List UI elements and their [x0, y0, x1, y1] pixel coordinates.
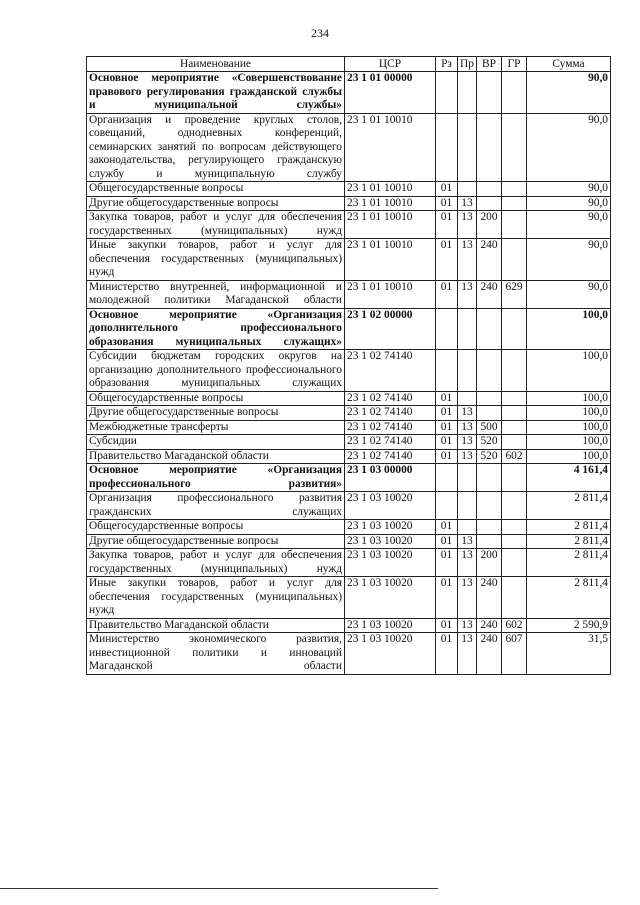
cell-sum: 100,0 [527, 391, 611, 406]
cell-gr [502, 308, 527, 350]
cell-csr: 23 1 01 10010 [345, 211, 436, 239]
cell-pr: 13 [458, 435, 477, 450]
cell-name: Межбюджетные трансферты [87, 420, 345, 435]
cell-sum: 2 811,4 [527, 534, 611, 549]
cell-gr [502, 350, 527, 392]
cell-rz [436, 350, 458, 392]
cell-name: Общегосударственные вопросы [87, 391, 345, 406]
table-row [87, 211, 611, 239]
cell-gr [502, 182, 527, 197]
cell-vr: 520 [477, 449, 502, 464]
cell-vr [477, 464, 502, 492]
table-row [87, 618, 611, 633]
cell-csr: 23 1 01 00000 [345, 72, 436, 114]
cell-gr [502, 577, 527, 619]
cell-rz: 01 [436, 549, 458, 577]
table-row [87, 196, 611, 211]
cell-pr [458, 520, 477, 535]
table-row [87, 280, 611, 308]
cell-pr [458, 113, 477, 182]
cell-gr [502, 211, 527, 239]
table-row [87, 633, 611, 675]
cell-name: Министерство внутренней, информационной и молодежной политики Магаданской области [87, 280, 345, 308]
cell-vr: 200 [477, 549, 502, 577]
cell-sum: 100,0 [527, 449, 611, 464]
table-row [87, 534, 611, 549]
cell-pr [458, 182, 477, 197]
cell-sum: 90,0 [527, 113, 611, 182]
cell-csr: 23 1 03 10020 [345, 520, 436, 535]
cell-csr: 23 1 03 00000 [345, 464, 436, 492]
cell-name: Иные закупки товаров, работ и услуг для обеспечения государственных (муниципальных) нужд [87, 577, 345, 619]
cell-sum: 90,0 [527, 196, 611, 211]
cell-vr [477, 72, 502, 114]
cell-csr: 23 1 02 74140 [345, 435, 436, 450]
cell-gr [502, 196, 527, 211]
cell-vr: 240 [477, 280, 502, 308]
cell-name: Закупка товаров, работ и услуг для обеспечения государственных (муниципальных) нужд [87, 549, 345, 577]
table-row [87, 308, 611, 350]
cell-pr [458, 72, 477, 114]
cell-vr [477, 196, 502, 211]
cell-gr [502, 464, 527, 492]
cell-pr: 13 [458, 420, 477, 435]
cell-pr: 13 [458, 534, 477, 549]
cell-pr [458, 492, 477, 520]
cell-csr: 23 1 02 74140 [345, 420, 436, 435]
cell-sum: 100,0 [527, 435, 611, 450]
cell-gr [502, 420, 527, 435]
cell-sum: 90,0 [527, 182, 611, 197]
header-name: Наименование [87, 57, 345, 72]
table-row [87, 391, 611, 406]
cell-csr: 23 1 01 10010 [345, 280, 436, 308]
cell-vr: 240 [477, 633, 502, 675]
cell-name: Субсидии бюджетам городских округов на организацию дополнительного профессионального образования муниципальных служащих [87, 350, 345, 392]
cell-vr: 240 [477, 618, 502, 633]
cell-vr: 240 [477, 577, 502, 619]
cell-name: Организация профессионального развития гражданских служащих [87, 492, 345, 520]
cell-csr: 23 1 01 10010 [345, 239, 436, 281]
cell-rz [436, 492, 458, 520]
cell-csr: 23 1 02 74140 [345, 449, 436, 464]
cell-rz: 01 [436, 577, 458, 619]
cell-gr [502, 239, 527, 281]
cell-name: Другие общегосударственные вопросы [87, 406, 345, 421]
cell-name: Основное мероприятие «Организация дополнительного профессионального образования муниципальных служащих» [87, 308, 345, 350]
cell-sum: 2 590,9 [527, 618, 611, 633]
header-rz: Рз [436, 57, 458, 72]
cell-vr [477, 113, 502, 182]
cell-pr: 13 [458, 549, 477, 577]
cell-csr: 23 1 02 74140 [345, 350, 436, 392]
cell-vr: 200 [477, 211, 502, 239]
cell-csr: 23 1 03 10020 [345, 549, 436, 577]
cell-gr [502, 113, 527, 182]
budget-table [86, 56, 611, 675]
cell-pr [458, 350, 477, 392]
cell-vr: 520 [477, 435, 502, 450]
cell-sum: 100,0 [527, 420, 611, 435]
header-sum: Сумма [527, 57, 611, 72]
cell-csr: 23 1 03 10020 [345, 618, 436, 633]
cell-name: Основное мероприятие «Совершенствование правового регулирования гражданской службы и муниципальной службы» [87, 72, 345, 114]
cell-name: Другие общегосударственные вопросы [87, 534, 345, 549]
cell-rz: 01 [436, 633, 458, 675]
table-row [87, 577, 611, 619]
cell-sum: 90,0 [527, 72, 611, 114]
cell-name: Правительство Магаданской области [87, 618, 345, 633]
table-header-row [87, 57, 611, 72]
table-row [87, 520, 611, 535]
header-pr: Пр [458, 57, 477, 72]
table-row [87, 449, 611, 464]
cell-pr: 13 [458, 618, 477, 633]
table-row [87, 464, 611, 492]
cell-rz [436, 464, 458, 492]
cell-rz: 01 [436, 182, 458, 197]
cell-rz: 01 [436, 435, 458, 450]
table-row [87, 435, 611, 450]
cell-sum: 2 811,4 [527, 520, 611, 535]
cell-vr [477, 492, 502, 520]
cell-vr: 500 [477, 420, 502, 435]
table-row [87, 549, 611, 577]
cell-rz: 01 [436, 449, 458, 464]
cell-pr: 13 [458, 239, 477, 281]
cell-pr: 13 [458, 406, 477, 421]
cell-vr [477, 391, 502, 406]
table-row [87, 182, 611, 197]
cell-vr [477, 350, 502, 392]
cell-gr [502, 391, 527, 406]
cell-csr: 23 1 01 10010 [345, 113, 436, 182]
cell-name: Организация и проведение круглых столов, совещаний, однодневных конференций, семинарских занятий по вопросам действующего законодательства, регулирующего гражданскую службу и муниципальную службу [87, 113, 345, 182]
cell-pr: 13 [458, 211, 477, 239]
cell-csr: 23 1 03 10020 [345, 633, 436, 675]
bottom-rule [0, 888, 438, 889]
cell-pr [458, 391, 477, 406]
cell-pr: 13 [458, 449, 477, 464]
cell-csr: 23 1 03 10020 [345, 534, 436, 549]
cell-sum: 4 161,4 [527, 464, 611, 492]
cell-gr [502, 492, 527, 520]
table-row [87, 350, 611, 392]
cell-rz: 01 [436, 618, 458, 633]
cell-sum: 31,5 [527, 633, 611, 675]
cell-gr [502, 72, 527, 114]
header-vr: ВР [477, 57, 502, 72]
cell-name: Министерство экономического развития, инвестиционной политики и инноваций Магаданской области [87, 633, 345, 675]
cell-pr: 13 [458, 280, 477, 308]
cell-csr: 23 1 01 10010 [345, 196, 436, 211]
cell-rz [436, 308, 458, 350]
cell-pr [458, 464, 477, 492]
table-row [87, 492, 611, 520]
table-row [87, 406, 611, 421]
header-csr: ЦСР [345, 57, 436, 72]
cell-rz: 01 [436, 391, 458, 406]
cell-name: Общегосударственные вопросы [87, 520, 345, 535]
cell-name: Правительство Магаданской области [87, 449, 345, 464]
cell-name: Основное мероприятие «Организация профессионального развития» [87, 464, 345, 492]
cell-vr [477, 534, 502, 549]
cell-pr: 13 [458, 633, 477, 675]
header-gr: ГР [502, 57, 527, 72]
cell-csr: 23 1 01 10010 [345, 182, 436, 197]
cell-rz: 01 [436, 211, 458, 239]
cell-sum: 2 811,4 [527, 549, 611, 577]
cell-rz: 01 [436, 196, 458, 211]
table-row [87, 239, 611, 281]
table-row [87, 420, 611, 435]
cell-vr [477, 406, 502, 421]
table-body [87, 72, 611, 675]
cell-rz: 01 [436, 280, 458, 308]
cell-gr [502, 435, 527, 450]
cell-gr [502, 534, 527, 549]
cell-name: Другие общегосударственные вопросы [87, 196, 345, 211]
cell-name: Общегосударственные вопросы [87, 182, 345, 197]
cell-sum: 2 811,4 [527, 577, 611, 619]
cell-name: Иные закупки товаров, работ и услуг для обеспечения государственных (муниципальных) нужд [87, 239, 345, 281]
cell-rz [436, 113, 458, 182]
cell-gr: 607 [502, 633, 527, 675]
cell-sum: 100,0 [527, 350, 611, 392]
cell-sum: 90,0 [527, 239, 611, 281]
cell-vr [477, 308, 502, 350]
cell-sum: 100,0 [527, 406, 611, 421]
cell-csr: 23 1 02 74140 [345, 406, 436, 421]
cell-rz [436, 72, 458, 114]
cell-rz: 01 [436, 406, 458, 421]
cell-gr: 629 [502, 280, 527, 308]
cell-vr [477, 182, 502, 197]
cell-name: Закупка товаров, работ и услуг для обеспечения государственных (муниципальных) нужд [87, 211, 345, 239]
table-row [87, 72, 611, 114]
cell-csr: 23 1 02 00000 [345, 308, 436, 350]
cell-csr: 23 1 03 10020 [345, 577, 436, 619]
cell-gr: 602 [502, 449, 527, 464]
cell-pr: 13 [458, 196, 477, 211]
cell-name: Субсидии [87, 435, 345, 450]
cell-sum: 2 811,4 [527, 492, 611, 520]
cell-gr [502, 406, 527, 421]
cell-rz: 01 [436, 420, 458, 435]
page-number: 234 [311, 26, 329, 40]
cell-gr [502, 520, 527, 535]
cell-vr [477, 520, 502, 535]
cell-sum: 100,0 [527, 308, 611, 350]
cell-rz: 01 [436, 534, 458, 549]
cell-vr: 240 [477, 239, 502, 281]
cell-pr: 13 [458, 577, 477, 619]
cell-rz: 01 [436, 239, 458, 281]
cell-gr [502, 549, 527, 577]
cell-csr: 23 1 02 74140 [345, 391, 436, 406]
cell-pr [458, 308, 477, 350]
cell-csr: 23 1 03 10020 [345, 492, 436, 520]
cell-gr: 602 [502, 618, 527, 633]
cell-rz: 01 [436, 520, 458, 535]
cell-sum: 90,0 [527, 280, 611, 308]
cell-sum: 90,0 [527, 211, 611, 239]
table-row [87, 113, 611, 182]
